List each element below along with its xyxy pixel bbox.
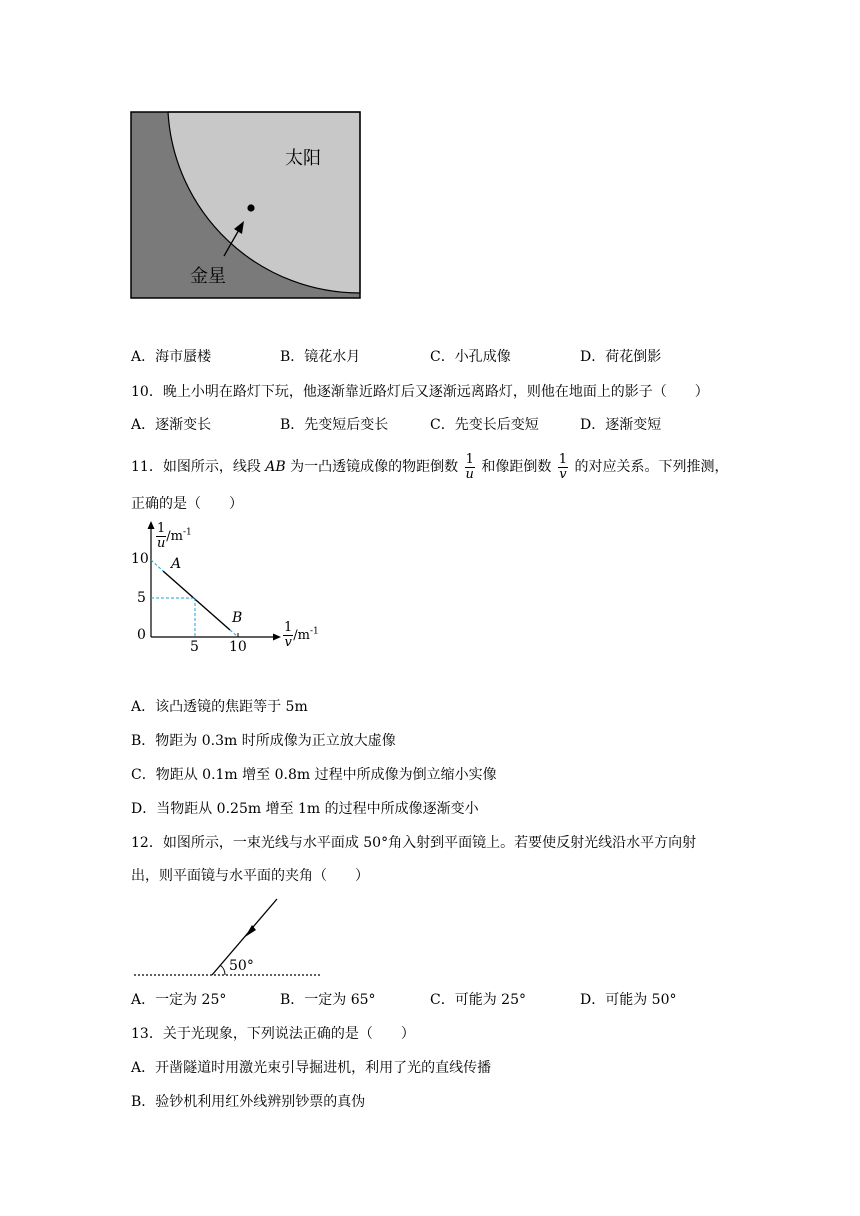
q11-segment-ab: AB (265, 459, 286, 475)
q11-fraction-1-over-u: $\frac{1}{u}$ (465, 451, 474, 482)
point-a-label: A (171, 556, 182, 572)
x-axis-label: $\frac{1}{v}$ $/m^{-1}$ (284, 620, 319, 650)
q10-option-a: A．逐渐变长 (131, 417, 212, 433)
venus-transit-figure (130, 111, 362, 300)
q11-stem-part-b: 为一凸透镜成像的物距倒数 (290, 459, 459, 475)
extension-upper (151, 560, 163, 571)
tick-x-10-label: 10 (229, 639, 247, 655)
q11-option-b: B．物距为 0.3m 时所成像为正立放大虚像 (131, 733, 396, 749)
q11-fraction-1-over-v: $\frac{1}{v}$ (558, 451, 568, 482)
origin-label: 0 (137, 627, 146, 643)
q11-stem-line2: 正确的是（ ） (131, 496, 243, 512)
q10-option-b: B．先变短后变长 (280, 417, 389, 433)
point-b-label: B (232, 610, 243, 626)
angle-50-label: 50° (229, 958, 254, 974)
q9-option-c: C．小孔成像 (430, 349, 511, 365)
q9-option-a: A．海市蜃楼 (131, 349, 212, 365)
q12-stem-line1: 12．如图所示，一束光线与水平面成 50°角入射到平面镜上。若要使反射光线沿水平方向射 (131, 835, 697, 851)
sun-label: 太阳 (285, 148, 321, 169)
tick-y-5: 5 (137, 590, 146, 606)
q10-option-c: C．先变长后变短 (430, 417, 539, 433)
q12-stem-line2: 出，则平面镜与水平面的夹角（ ） (131, 868, 369, 884)
tick-y-10: 10 (131, 551, 149, 567)
y-axis-label: $\frac{1}{u}$ $/m^{-1}$ (156, 521, 192, 551)
venus-label: 金星 (190, 266, 226, 287)
q11-stem-part-c: 和像距倒数 (481, 459, 552, 475)
q11-option-d: D．当物距从 0.25m 增至 1m 的过程中所成像逐渐变小 (131, 801, 479, 817)
extension-lower (230, 630, 238, 637)
angle-arc (220, 965, 225, 975)
tick-x-5: 5 (190, 639, 199, 655)
q12-option-c: C．可能为 25° (430, 992, 526, 1008)
q13-stem: 13．关于光现象，下列说法正确的是（ ） (131, 1026, 415, 1042)
q9-option-d: D．荷花倒影 (580, 349, 662, 365)
q12-option-d: D．可能为 50° (580, 992, 677, 1008)
q11-stem-part-d: 的对应关系。下列推测， (574, 459, 729, 475)
q9-option-b: B．镜花水月 (280, 349, 361, 365)
q13-option-a: A．开凿隧道时用激光束引导掘进机，利用了光的直线传播 (131, 1060, 492, 1076)
q11-stem (131, 448, 729, 486)
q12-option-a: A．一定为 25° (131, 992, 227, 1008)
q10-option-d: D．逐渐变短 (580, 417, 662, 433)
q12-option-b: B．一定为 65° (280, 992, 376, 1008)
q11-option-a: A．该凸透镜的焦距等于 5m (131, 699, 308, 715)
segment-ab (163, 571, 230, 630)
incident-ray-arrowhead (245, 925, 256, 937)
q11-stem-part-a: 11．如图所示，线段 (131, 459, 261, 475)
q10-stem: 10．晚上小明在路灯下玩，他逐渐靠近路灯后又逐渐远离路灯，则他在地面上的影子（ ） (131, 384, 709, 400)
q11-option-c: C．物距从 0.1m 增至 0.8m 过程中所成像为倒立缩小实像 (131, 767, 497, 783)
x-axis-arrow (273, 634, 281, 641)
q13-option-b: B．验钞机利用红外线辨别钞票的真伪 (131, 1094, 366, 1110)
y-axis-arrow (148, 521, 155, 529)
venus-dot (247, 204, 254, 211)
